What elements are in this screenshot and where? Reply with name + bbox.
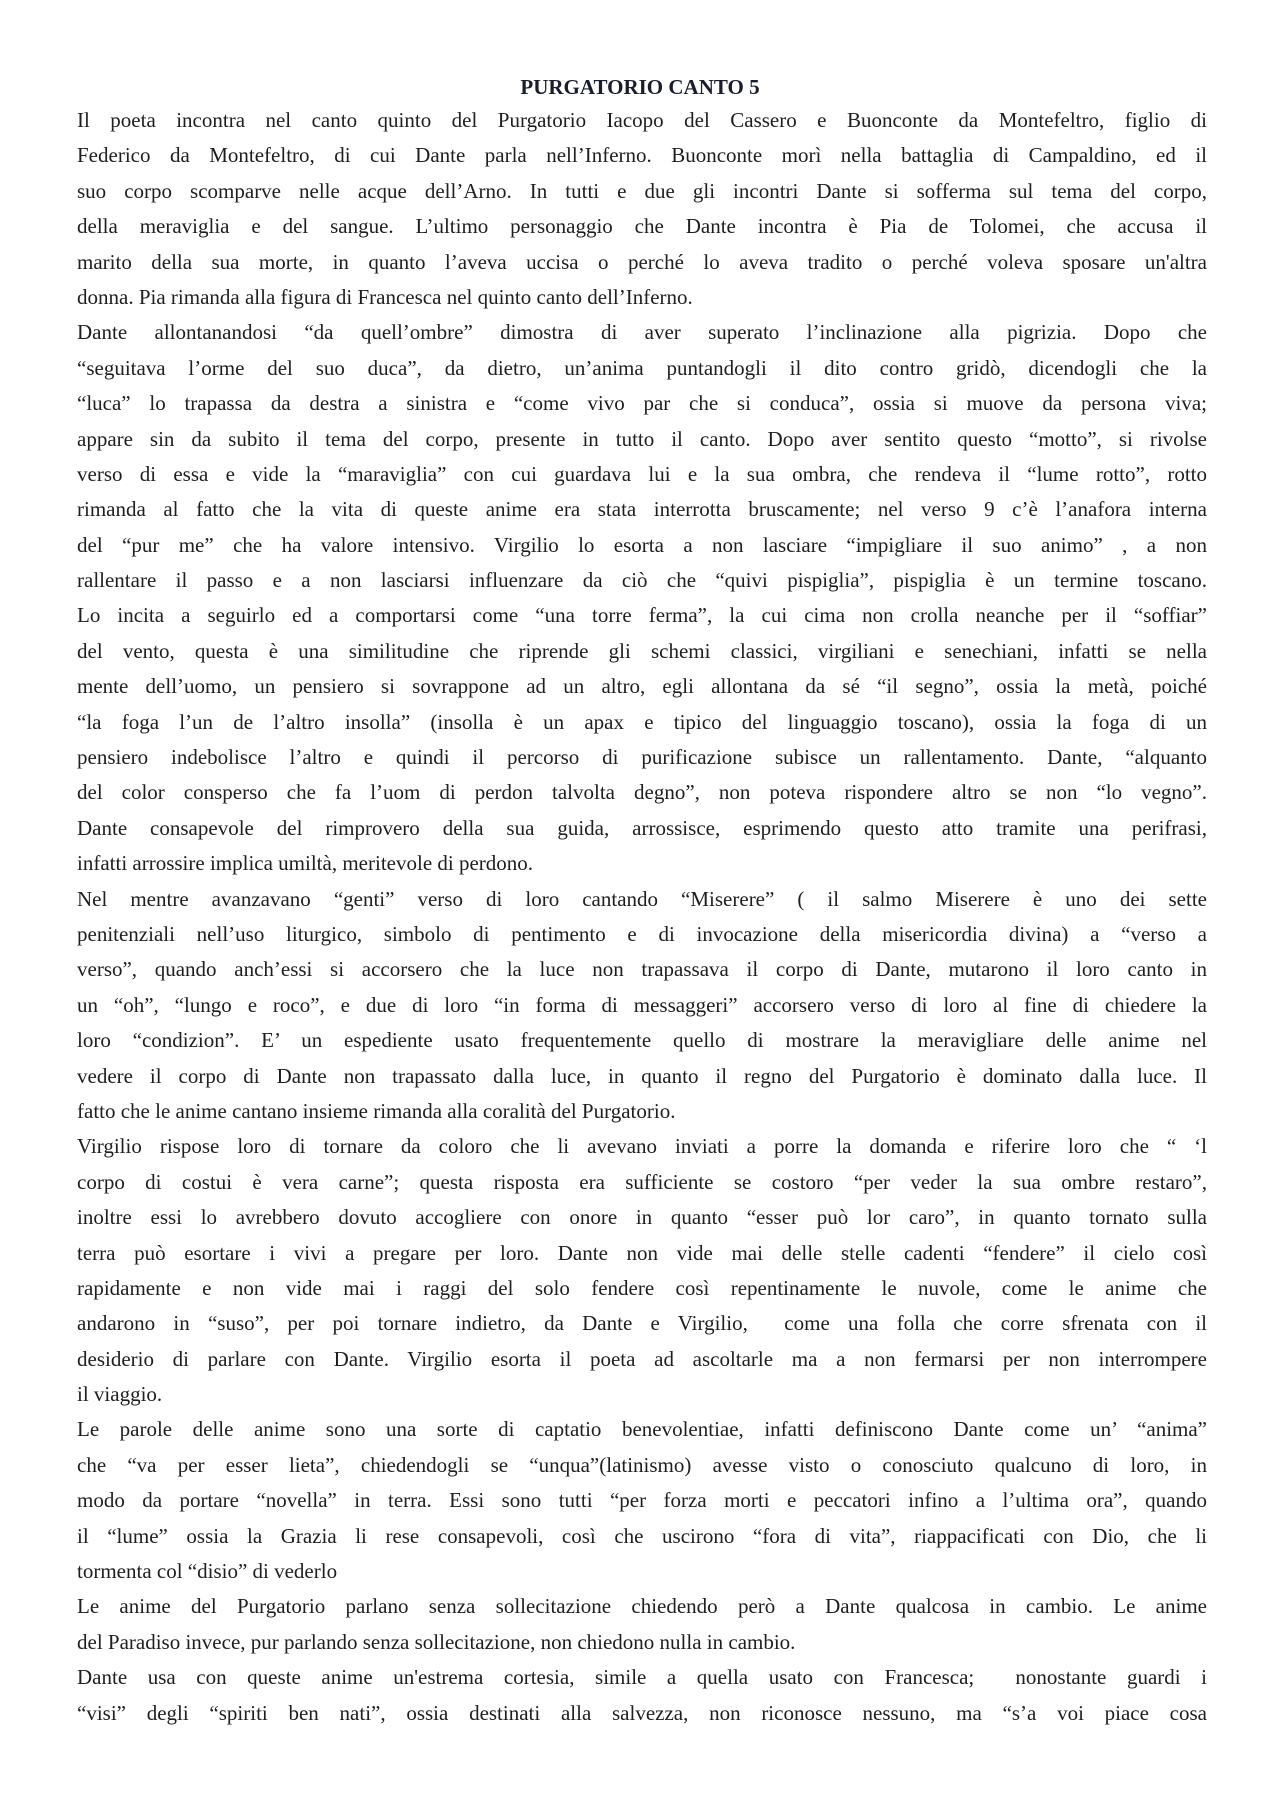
text-line: verso di essa e vide la “maraviglia” con cui guardava lui e la sua ombra, che rendeva il “lume rotto”, rotto [77, 461, 1207, 486]
text-line: Dante usa con queste anime un'estrema cortesia, simile a quella usato con Francesca; nonostante guardi i [77, 1665, 1207, 1690]
text-line: fatto che le anime cantano insieme rimanda alla coralità del Purgatorio. [77, 1098, 676, 1123]
text-line: “la foga l’un de l’altro insolla” (insolla è un apax e tipico del linguaggio toscano), ossia la foga di un [77, 709, 1207, 734]
document-title: PURGATORIO CANTO 5 [520, 75, 760, 99]
text-line: Le anime del Purgatorio parlano senza sollecitazione chiedendo però a Dante qualcosa in cambio. Le anime [77, 1594, 1207, 1619]
text-line: marito della sua morte, in quanto l’aveva uccisa o perché lo aveva tradito o perché voleva sposare un'altra [77, 249, 1207, 274]
text-line: del color consperso che fa l’uom di perdon talvolta degno”, non poteva rispondere altro se non “lo vegno”. [77, 780, 1207, 805]
text-line: Il poeta incontra nel canto quinto del Purgatorio Iacopo del Cassero e Buonconte da Montefeltro, figlio di [77, 108, 1207, 132]
text-line: donna. Pia rimanda alla figura di Francesca nel quinto canto dell’Inferno. [77, 284, 693, 309]
text-line: infatti arrossire implica umiltà, meritevole di perdono. [77, 851, 534, 876]
text-line: il “lume” ossia la Grazia li rese consapevoli, così che uscirono “fora di vita”, riappacificati con Dio, che li [77, 1523, 1207, 1548]
text-line: desiderio di parlare con Dante. Virgilio esorta il poeta ad ascoltarle ma a non fermarsi per non interrompere [77, 1346, 1207, 1371]
paragraph [77, 315, 1207, 881]
text-line: della meraviglia e del sangue. L’ultimo personaggio che Dante incontra è Pia de Tolomei, che accusa il [77, 214, 1207, 239]
text-line: andarono in “suso”, per poi tornare indietro, da Dante e Virgilio, come una folla che corre sfrenata con il [77, 1311, 1207, 1336]
document-body [77, 103, 1207, 1731]
text-line: Dante allontanandosi “da quell’ombre” dimostra di aver superato l’inclinazione alla pigrizia. Dopo che [77, 320, 1207, 345]
text-line: pensiero indebolisce l’altro e quindi il percorso di purificazione subisce un rallentamento. Dante, “alquanto [77, 745, 1207, 770]
text-line: il viaggio. [77, 1382, 163, 1407]
text-line: “visi” degli “spiriti ben nati”, ossia destinati alla salvezza, non riconosce nessuno, ma “s’a voi piace cosa [77, 1700, 1207, 1725]
text-line: che “va per esser lieta”, chiedendogli se “unqua”(latinismo) avesse visto o conosciuto qualcuno di loro, in [77, 1452, 1207, 1477]
text-line: “seguitava l’orme del suo duca”, da dietro, un’anima puntandogli il dito contro gridò, dicendogli che la [77, 355, 1207, 380]
text-line: Federico da Montefeltro, di cui Dante parla nell’Inferno. Buonconte morì nella battaglia di Campaldino, ed il [77, 143, 1207, 168]
text-line: “luca” lo trapassa da destra a sinistra e “come vivo par che si conduca”, ossia si muove da persona viva; [77, 391, 1207, 416]
paragraph [77, 882, 1207, 1130]
text-line: Le parole delle anime sono una sorte di captatio benevolentiae, infatti definiscono Dante come un’ “anima” [77, 1417, 1207, 1442]
text-line: rapidamente e non vide mai i raggi del solo fendere così repentinamente le nuvole, come le anime che [77, 1275, 1207, 1300]
text-line: del Paradiso invece, pur parlando senza sollecitazione, non chiedono nulla in cambio. [77, 1629, 796, 1654]
paragraph [77, 1412, 1207, 1589]
text-line: terra può esortare i vivi a pregare per loro. Dante non vide mai delle stelle cadenti “fendere” il cielo così [77, 1240, 1207, 1265]
text-line: tormenta col “disio” di vederlo [77, 1559, 338, 1584]
paragraph [77, 1660, 1207, 1731]
text-line: appare sin da subito il tema del corpo, presente in tutto il canto. Dopo aver sentito questo “motto”, si rivolse [77, 426, 1207, 451]
text-line: mente dell’uomo, un pensiero si sovrappone ad un altro, egli allontana da sé “il segno”, ossia la metà, poiché [77, 674, 1207, 699]
text-line: verso”, quando anch’essi si accorsero che la luce non trapassava il corpo di Dante, mutarono il loro canto in [77, 957, 1207, 982]
paragraph [77, 1129, 1207, 1412]
text-line: del vento, questa è una similitudine che riprende gli schemi classici, virgiliani e senechiani, infatti se nella [77, 638, 1207, 663]
text-line: un “oh”, “lungo e roco”, e due di loro “in forma di messaggeri” accorsero verso di loro al fine di chiedere la [77, 992, 1207, 1017]
text-line: Dante consapevole del rimprovero della sua guida, arrossisce, esprimendo questo atto tramite una perifrasi, [77, 815, 1207, 840]
text-line: corpo di costui è vera carne”; questa risposta era sufficiente se costoro “per veder la sua ombre restaro”, [77, 1169, 1207, 1194]
text-line: vedere il corpo di Dante non trapassato dalla luce, in quanto il regno del Purgatorio è dominato dalla luce. Il [77, 1063, 1207, 1088]
text-line: rimanda al fatto che la vita di queste anime era stata interrotta bruscamente; nel verso 9 c’è l’anafora interna [77, 497, 1207, 522]
text-line: modo da portare “novella” in terra. Essi sono tutti “per forza morti e peccatori infino a l’ultima ora”, quando [77, 1488, 1207, 1513]
text-line: Nel mentre avanzavano “genti” verso di loro cantando “Miserere” ( il salmo Miserere è uno dei sette [77, 886, 1207, 911]
text-line: rallentare il passo e a non lasciarsi influenzare da ciò che “quivi pispiglia”, pispiglia è un termine toscano. [77, 568, 1207, 593]
paragraph [77, 103, 1207, 315]
text-line: Virgilio rispose loro di tornare da coloro che li avevano inviati a porre la domanda e riferire loro che “ ‘l [77, 1134, 1207, 1159]
text-line: suo corpo scomparve nelle acque dell’Arno. In tutti e due gli incontri Dante si sofferma sul tema del corpo, [77, 178, 1207, 203]
text-line: Lo incita a seguirlo ed a comportarsi come “una torre ferma”, la cui cima non crolla neanche per il “soffiar” [77, 603, 1207, 628]
text-line: penitenziali nell’uso liturgico, simbolo di pentimento e di invocazione della misericordia divina) a “verso a [77, 921, 1207, 946]
paragraph [77, 1589, 1207, 1660]
text-line: del “pur me” che ha valore intensivo. Virgilio lo esorta a non lasciare “impigliare il suo animo” , a non [77, 532, 1207, 557]
text-line: loro “condizion”. E’ un espediente usato frequentemente quello di mostrare la meravigliare delle anime nel [77, 1028, 1207, 1053]
text-line: inoltre essi lo avrebbero dovuto accogliere con onore in quanto “esser può lor caro”, in quanto tornato sulla [77, 1205, 1207, 1230]
